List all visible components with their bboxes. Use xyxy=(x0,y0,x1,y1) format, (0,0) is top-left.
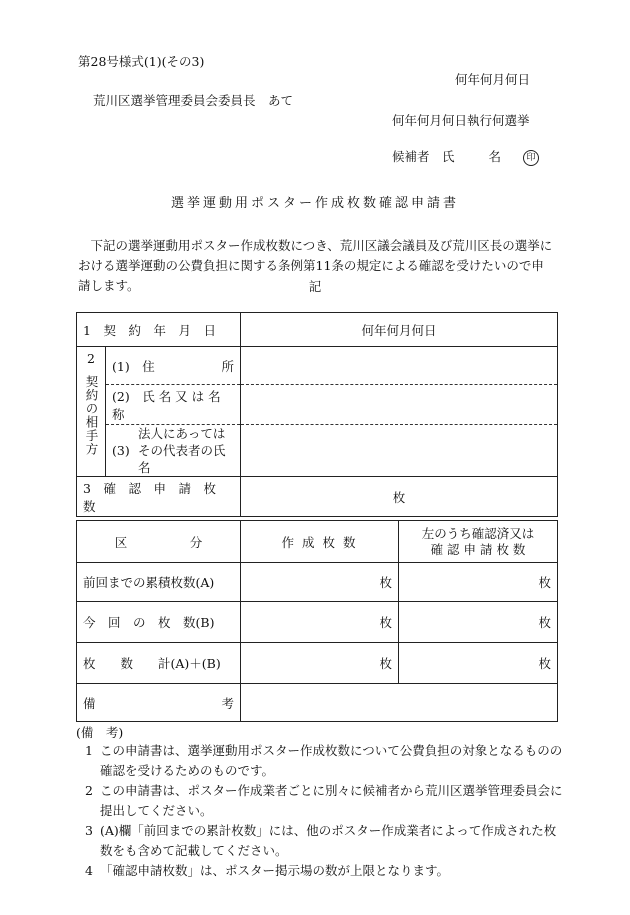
ki-marker: 記 xyxy=(308,279,322,294)
representative-label-1: 法人にあっては xyxy=(138,426,226,441)
address-value[interactable] xyxy=(241,347,558,385)
cumulative-created[interactable]: 枚 xyxy=(241,563,399,602)
remarks-label-cell xyxy=(77,684,241,722)
addressee: 荒川区選挙管理委員会委員長 あて xyxy=(93,93,294,108)
name-label: 氏 名 又 は 名 称 xyxy=(112,388,221,422)
note-number: 4 xyxy=(85,863,93,878)
note-number: 2 xyxy=(85,783,93,798)
candidate-signature-line xyxy=(392,147,539,166)
remarks-label-a: 備 xyxy=(83,695,96,711)
confirmed-count-header-1: 左のうち確認済又は xyxy=(421,525,535,541)
address-label-b: 所 xyxy=(221,358,234,374)
name-value[interactable] xyxy=(241,385,558,425)
row-label-cumulative: 前回までの累積枚数(A) xyxy=(77,563,241,602)
body-text: 下記の選挙運動用ポスター作成枚数につき、荒川区議会議員及び荒川区長の選挙における選挙運動の公費負担に関する条例第11条の規定による確認を受けたいので申請します。 xyxy=(78,238,553,293)
representative-num: (3) xyxy=(112,443,130,458)
note-number: 1 xyxy=(85,743,93,758)
counterparty-side-cell xyxy=(77,347,106,477)
note-text: この申請書は、ポスター作成業者ごとに別々に候補者から荒川区選挙管理委員会に提出してください。 xyxy=(100,783,563,818)
name-num: (2) xyxy=(112,388,130,404)
address-label-a: 住 xyxy=(142,358,155,374)
candidate-name-label: 名 xyxy=(488,149,501,164)
total-confirmed[interactable]: 枚 xyxy=(399,643,558,684)
contract-table xyxy=(76,312,558,517)
requested-count-value[interactable]: 枚 xyxy=(241,477,558,517)
created-count-header: 作 成 枚 数 xyxy=(241,521,399,563)
address-num: (1) xyxy=(112,358,130,374)
count-table xyxy=(76,520,558,722)
counterparty-number: 2 xyxy=(87,351,95,366)
total-created[interactable]: 枚 xyxy=(241,643,399,684)
current-created[interactable]: 枚 xyxy=(241,602,399,643)
address-label-cell xyxy=(106,347,241,385)
representative-label-2: その代表者の氏名 xyxy=(138,443,226,475)
application-date: 何年何月何日 xyxy=(454,72,530,87)
notes-list xyxy=(78,741,568,881)
note-text: 「確認申請枚数」は、ポスター掲示場の数が上限となります。 xyxy=(100,863,450,878)
confirmed-count-header xyxy=(399,521,558,563)
representative-value[interactable] xyxy=(241,425,558,477)
candidate-label: 候補者 氏 xyxy=(392,149,455,164)
note-item xyxy=(78,781,568,821)
note-text: この申請書は、選挙運動用ポスター作成枚数について公費負担の対象となるものの確認を受けるためのものです。 xyxy=(100,743,563,778)
counterparty-side-label: 契約の相手方 xyxy=(84,374,99,456)
contract-date-value[interactable]: 何年何月何日 xyxy=(241,313,558,347)
document-title: 選挙運動用ポスター作成枚数確認申請書 xyxy=(170,196,459,211)
note-number: 3 xyxy=(85,823,93,838)
note-item xyxy=(78,821,568,861)
contract-date-label: 1 契 約 年 月 日 xyxy=(77,313,241,347)
note-item xyxy=(78,861,568,881)
remarks-label-b: 考 xyxy=(221,695,234,711)
note-text: (A)欄「前回までの累計枚数」には、他のポスター作成業者によって作成された枚数をも含めて記載してください。 xyxy=(100,823,557,858)
current-confirmed[interactable]: 枚 xyxy=(399,602,558,643)
representative-label-cell xyxy=(106,425,241,477)
confirmed-count-header-2: 確 認 申 請 枚 数 xyxy=(430,541,526,557)
category-header: 区 分 xyxy=(77,521,241,563)
remarks-value[interactable] xyxy=(241,684,558,722)
form-number: 第28号様式(1)(その3) xyxy=(78,54,205,69)
notes-heading: (備 考) xyxy=(76,725,124,740)
cumulative-confirmed[interactable]: 枚 xyxy=(399,563,558,602)
row-label-current: 今 回 の 枚 数(B) xyxy=(77,602,241,643)
name-label-cell xyxy=(106,385,241,425)
row-label-total: 枚 数 計(A)＋(B) xyxy=(77,643,241,684)
election-name: 何年何月何日執行何選挙 xyxy=(392,113,530,128)
seal-icon: 印 xyxy=(523,150,539,166)
requested-count-label: 3 確 認 申 請 枚 数 xyxy=(77,477,241,517)
note-item xyxy=(78,741,568,781)
